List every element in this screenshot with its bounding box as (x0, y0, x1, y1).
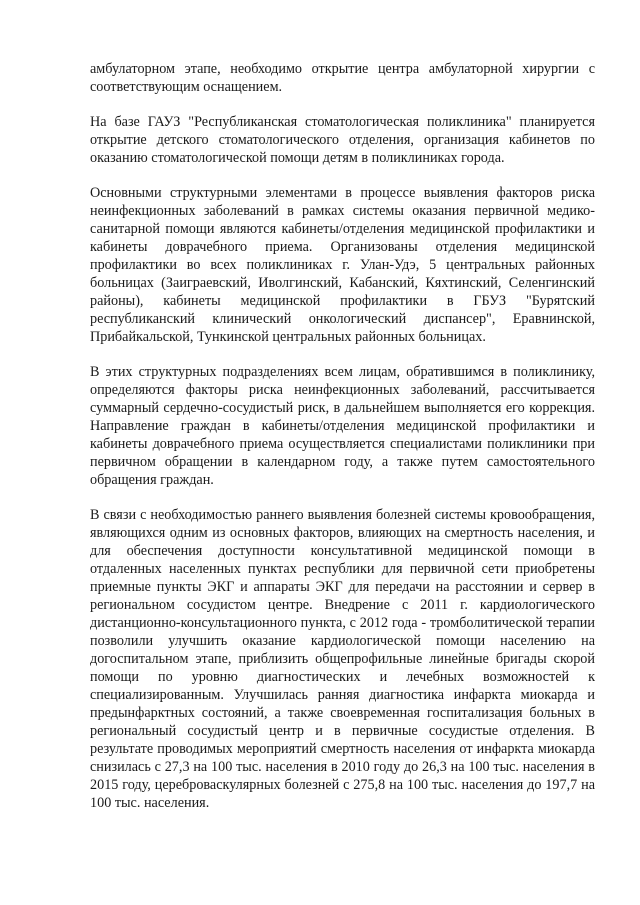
paragraph-prevention-structure: Основными структурными элементами в процессе выявления факторов риска неинфекционных заболеваний в рамках системы оказания первичной медико-санитарной помощи являются кабинеты/отделения медицинской профилактики и кабинеты доврачебного приема. Организованы отделения медицинской профилактики во всех поликлиниках г. Улан-Удэ, 5 центральных районных больницах (Заиграевский, Иволгинский, Кабанский, Кяхтинский, Селенгинский районы), кабинеты медицинской профилактики в ГБУЗ "Бурятский республиканский клинический онкологический диспансер", Еравнинской, Прибайкальской, Тункинской центральных районных больницах. (90, 185, 595, 345)
document-page (90, 60, 595, 829)
paragraph-cardiovascular-care: В связи с необходимостью раннего выявления болезней системы кровообращения, являющихся одним из основных факторов, влияющих на смертность населения, и для обеспечения доступности консультативной медицинской помощи в отдаленных населенных пунктах республики для первичной сети приобретены приемные пункты ЭКГ и аппараты ЭКГ для передачи на расстоянии и сервер в региональном сосудистом центре. Внедрение с 2011 г. кардиологического дистанционно-консультационного пункта, с 2012 года - тромболитической терапии позволили улучшить оказание кардиологической помощи населению на догоспитальном этапе, приблизить общепрофильные линейные бригады скорой помощи по уровню диагностических и лечебных возможностей к специализированным. Улучшилась ранняя диагностика инфаркта миокарда и предынфарктных состояний, а также своевременная госпитализация больных в региональный сосудистый центр и в первичные сосудистые отделения. В результате проводимых мероприятий смертность населения от инфаркта миокарда снизилась с 27,3 на 100 тыс. населения в 2010 году до 26,3 на 100 тыс. населения в 2015 году, цереброваскулярных болезней с 275,8 на 100 тыс. населения до 197,7 на 100 тыс. населения. (90, 507, 595, 811)
paragraph-ambulatory-surgery: амбулаторном этапе, необходимо открытие центра амбулаторной хирургии с соответствующим оснащением. (90, 61, 595, 95)
paragraph-risk-factors: В этих структурных подразделениях всем лицам, обратившимся в поликлинику, определяются факторы риска неинфекционных заболеваний, рассчитывается суммарный сердечно-сосудистый риск, в дальнейшем выполняется его коррекция. Направление граждан в кабинеты/отделения медицинской профилактики и кабинеты доврачебного приема осуществляется специалистами поликлиники при первичном обращении в календарном году, а также путем самостоятельного обращения граждан. (90, 364, 595, 488)
paragraph-dental-clinic: На базе ГАУЗ "Республиканская стоматологическая поликлиника" планируется открытие детского стоматологического отделения, организация кабинетов по оказанию стоматологической помощи детям в поликлиниках города. (90, 114, 595, 166)
